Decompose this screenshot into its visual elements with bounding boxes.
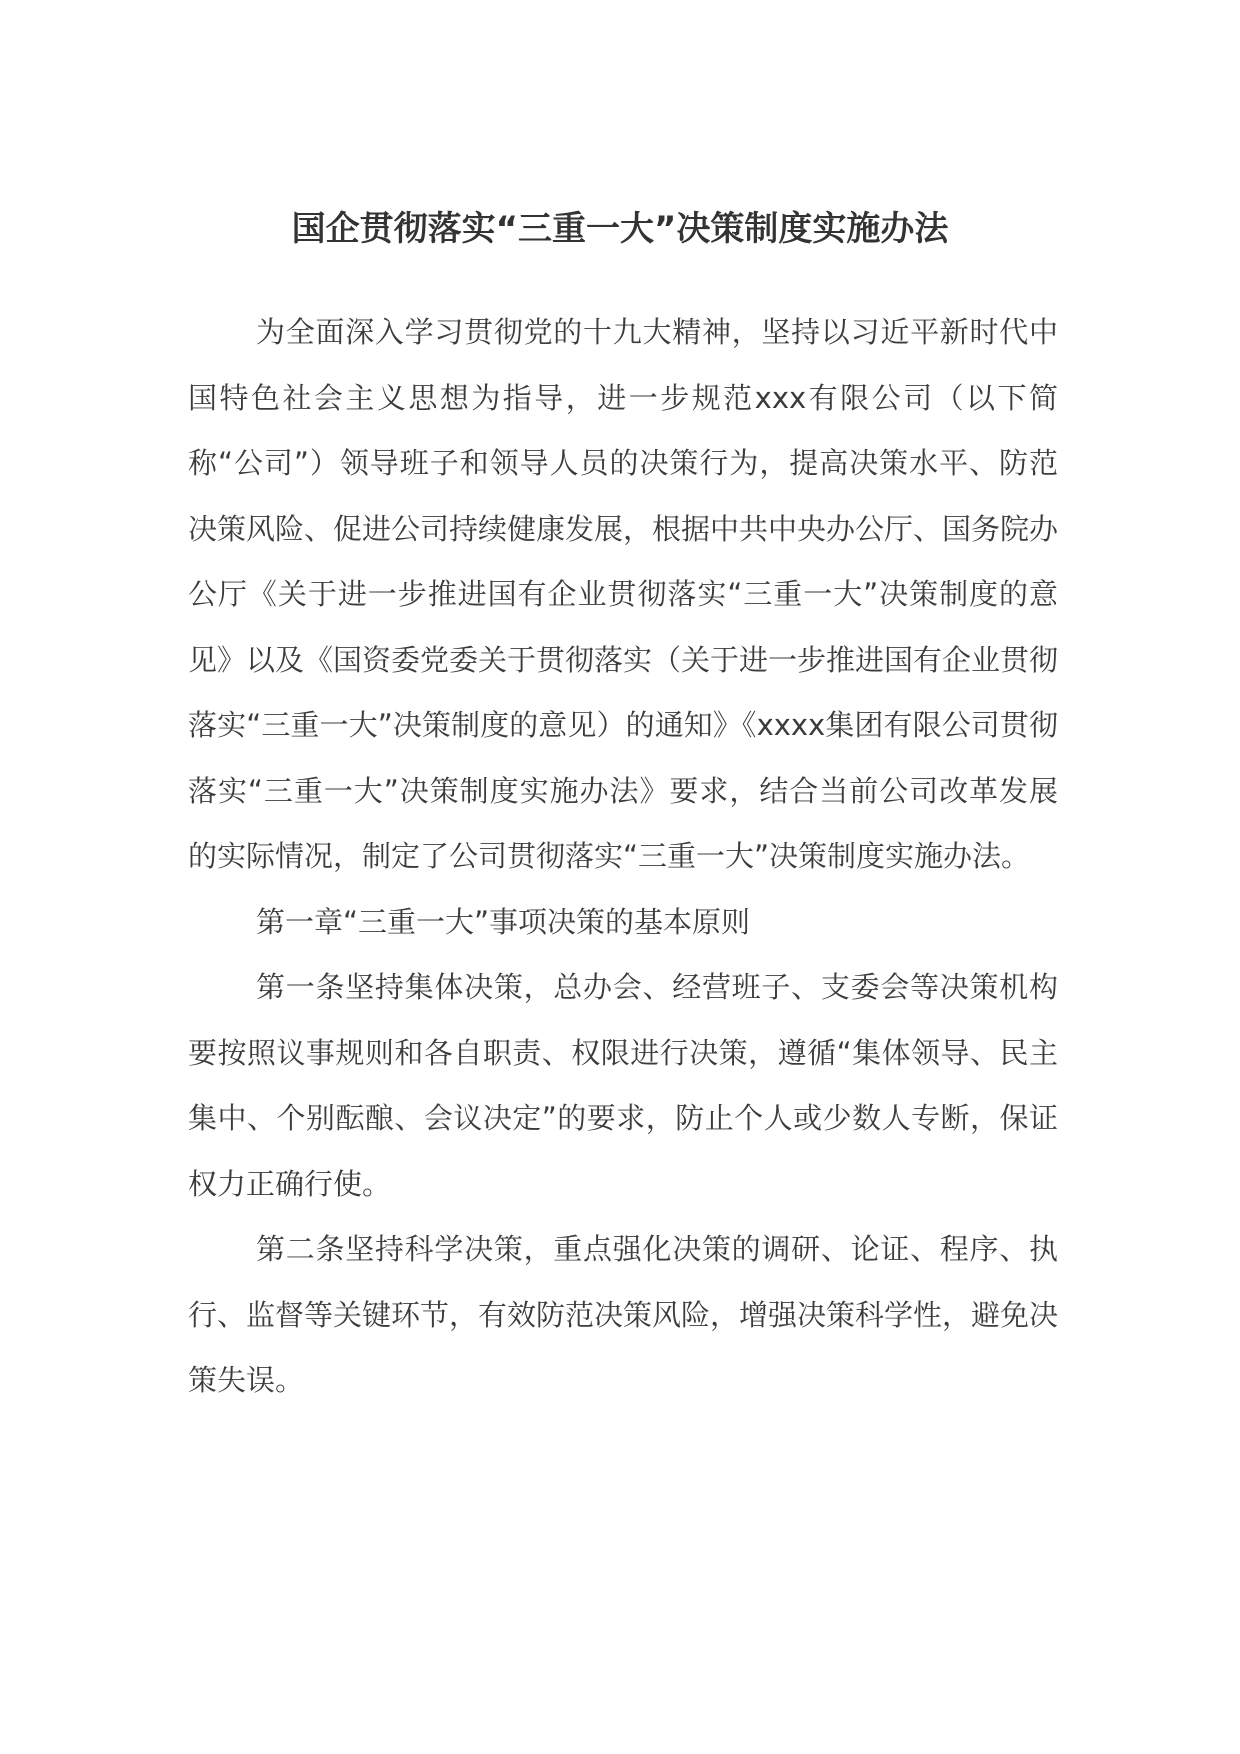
intro-paragraph: 为全面深入学习贯彻党的十九大精神，坚持以习近平新时代中国特色社会主义思想为指导，进一步规范xxx有限公司（以下简称“公司”）领导班子和领导人员的决策行为，提高决策水平、防范决策风险、促进公司持续健康发展，根据中共中央办公厅、国务院办公厅《关于进一步推进国有企业贯彻落实“三重一大”决策制度的意见》以及《国资委党委关于贯彻落实（关于进一步推进国有企业贯彻落实“三重一大”决策制度的意见）的通知》《xxxx集团有限公司贯彻落实“三重一大”决策制度实施办法》要求，结合当前公司改革发展的实际情况，制定了公司贯彻落实“三重一大”决策制度实施办法。 — [188, 315, 1059, 873]
article-2-paragraph: 第二条坚持科学决策，重点强化决策的调研、论证、程序、执行、监督等关键环节，有效防范决策风险，增强决策科学性，避免决策失误。 — [188, 1232, 1059, 1397]
document-title: 国企贯彻落实“三重一大”决策制度实施办法 — [291, 209, 949, 249]
chapter-heading: 第一章“三重一大”事项决策的基本原则 — [256, 904, 751, 939]
article-1-paragraph: 第一条坚持集体决策，总办会、经营班子、支委会等决策机构要按照议事规则和各自职责、权限进行决策，遵循“集体领导、民主集中、个别酝酿、会议决定”的要求，防止个人或少数人专断，保证权力正确行使。 — [188, 970, 1058, 1201]
document-body — [188, 300, 1058, 1414]
